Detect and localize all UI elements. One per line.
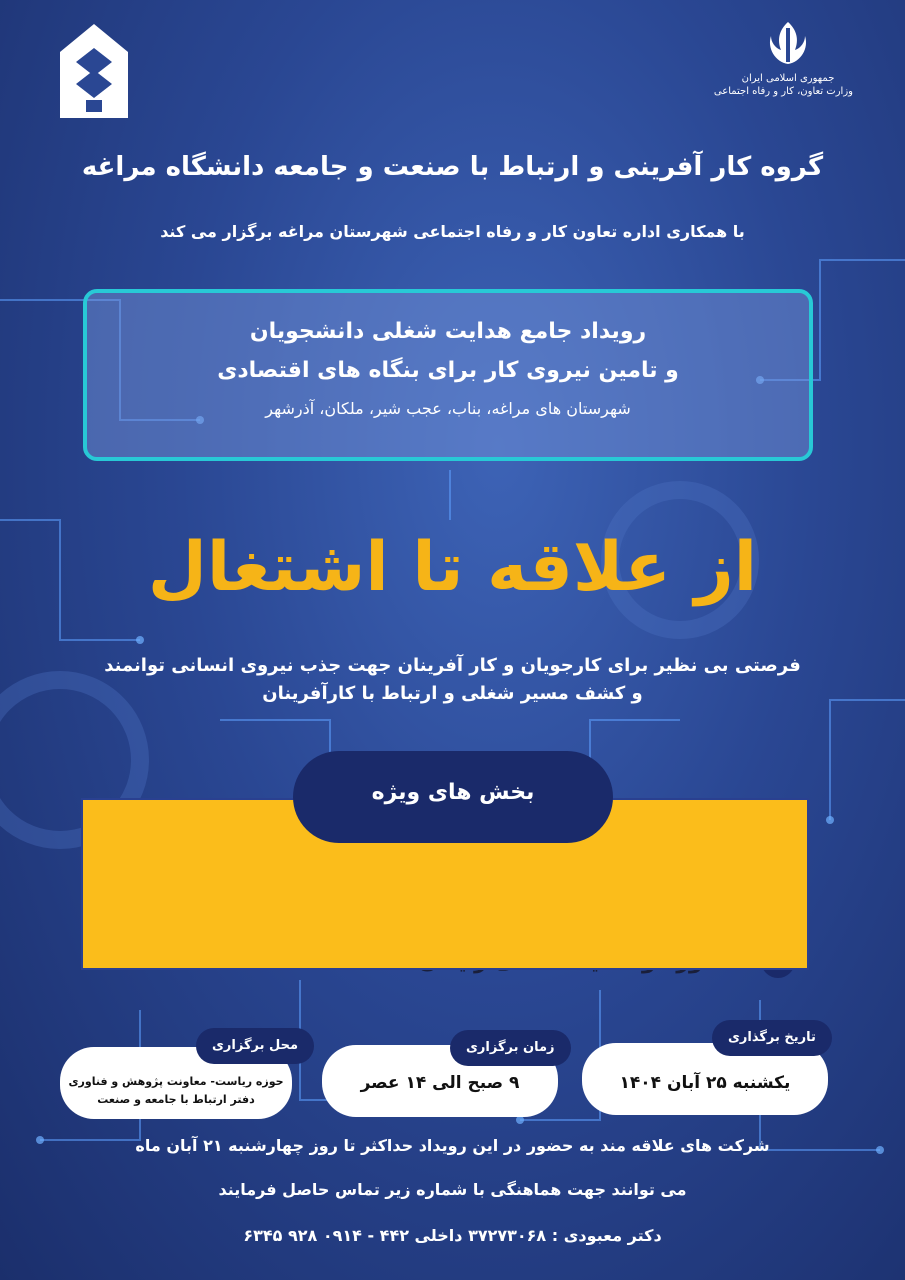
place-line1: حوزه ریاست- معاونت پژوهش و فناوری <box>68 1075 284 1088</box>
event-cities: شهرستان های مراغه، بناب، عجب شیر، ملکان، آذرشهر <box>265 399 631 418</box>
event-title-line2: و تامین نیروی کار برای بنگاه های اقتصادی <box>217 358 679 383</box>
iran-emblem-icon <box>765 18 811 68</box>
date-label: تاریخ برگذاری <box>712 1020 832 1056</box>
event-info-box <box>83 289 813 461</box>
place-label: محل برگزاری <box>196 1028 314 1064</box>
organizer-title: گروه کار آفرینی و ارتباط با صنعت و جامعه دانشگاه مراغه <box>81 152 824 182</box>
ministry-line-1: جمهوری اسلامی ایران <box>741 73 835 84</box>
features-header: بخش های ویژه <box>293 751 613 843</box>
description-line1: فرصتی بی نظیر برای کارجویان و کار آفرینان جهت جذب نیروی انسانی توانمند <box>104 655 801 676</box>
event-title-line1: رویداد جامع هدایت شغلی دانشجویان <box>249 319 647 344</box>
ministry-logo <box>713 18 853 118</box>
footer-line1: شرکت های علاقه مند به حضور در این رویداد حداکثر تا روز چهارشنبه ۲۱ آبان ماه <box>135 1136 770 1155</box>
slogan: از علاقه تا اشتغال <box>147 528 758 607</box>
time-value: ۹ صبح الی ۱۴ عصر <box>360 1073 520 1093</box>
organizer-subtitle: با همکاری اداره تعاون کار و رفاه اجتماعی شهرستان مراغه برگزار می کند <box>160 222 745 241</box>
place-line2: دفتر ارتباط با جامعه و صنعت <box>97 1093 255 1106</box>
date-value: یکشنبه ۲۵ آبان ۱۴۰۴ <box>619 1073 791 1093</box>
contact-info: دکتر معبودی : ۳۷۲۷۳۰۶۸ داخلی ۴۴۲ - ۰۹۱۴ ۹۲۸ ۶۳۴۵ <box>243 1226 662 1245</box>
footer-line2: می توانند جهت هماهنگی با شماره زیر تماس حاصل فرمایند <box>218 1180 687 1199</box>
time-label: زمان برگزاری <box>450 1030 571 1066</box>
event-description <box>0 652 905 708</box>
university-logo <box>58 22 130 122</box>
description-line2: و کشف مسیر شغلی و ارتباط با کارآفرینان <box>262 683 643 704</box>
ministry-line-2: وزارت تعاون، کار و رفاه اجتماعی <box>713 86 853 97</box>
